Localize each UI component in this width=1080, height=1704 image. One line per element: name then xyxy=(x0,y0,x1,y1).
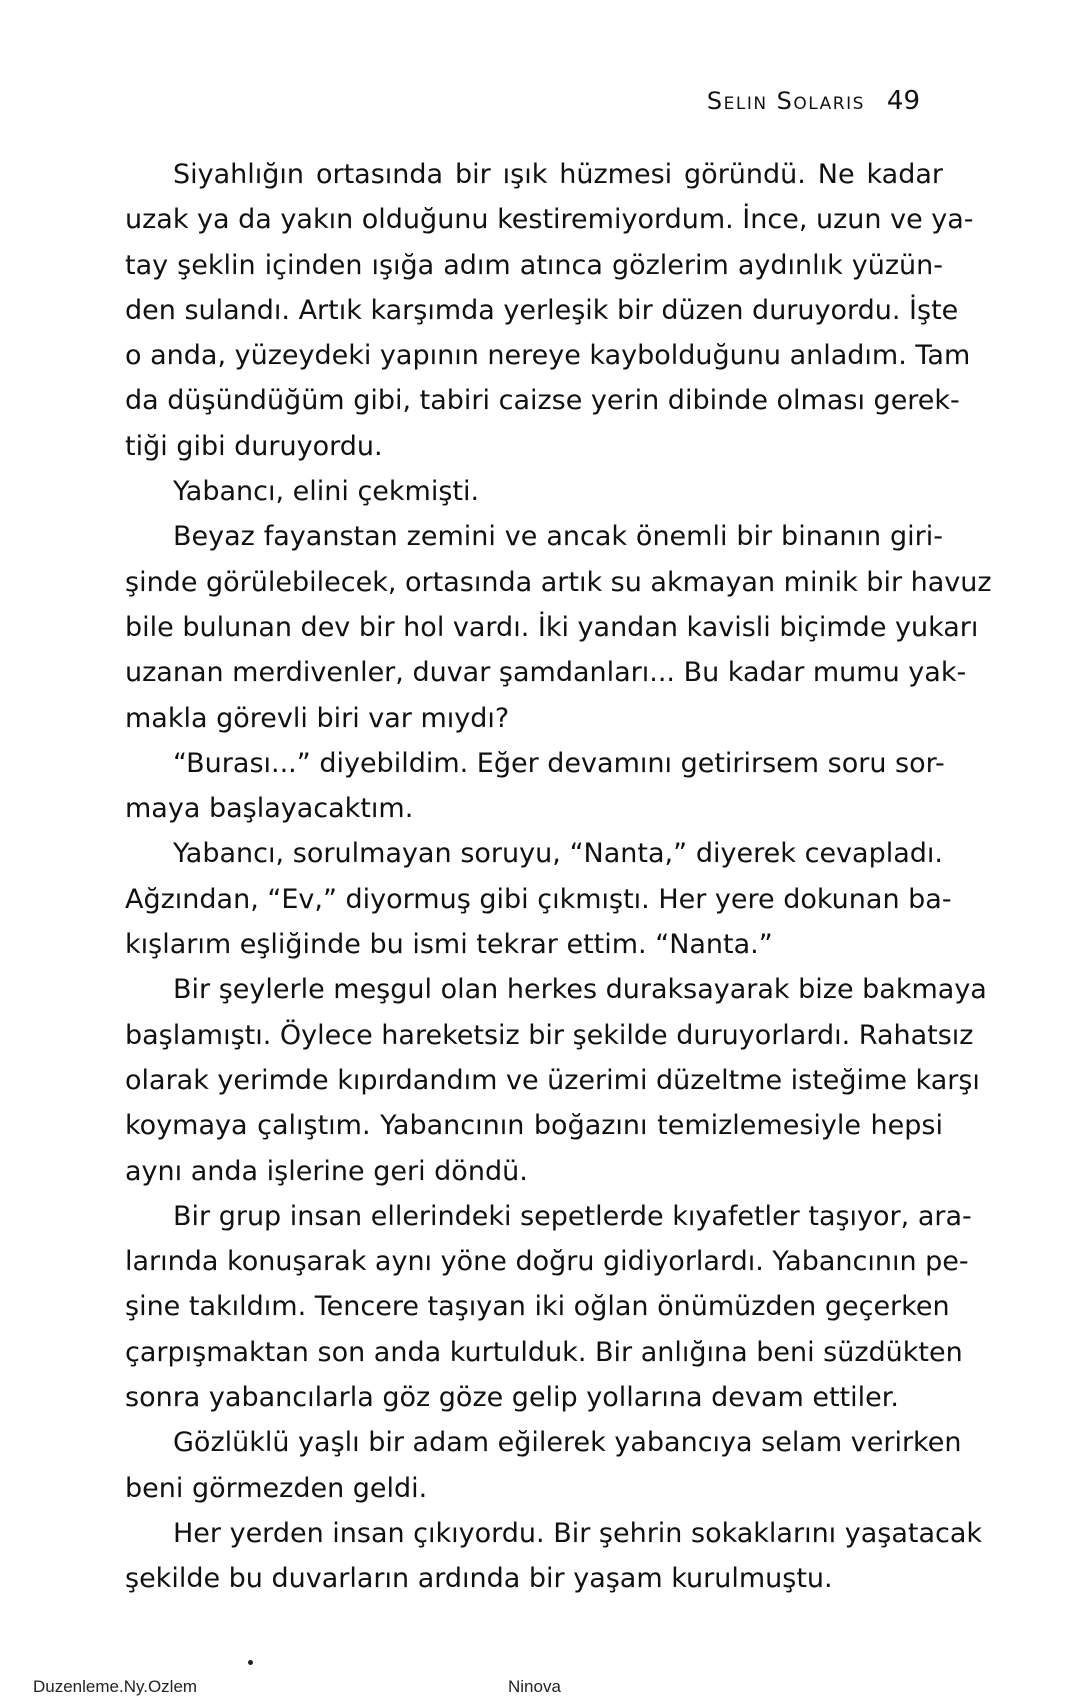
text-line: kışlarım eşliğinde bu ismi tekrar ettim. “Nanta.” xyxy=(125,929,773,961)
text-line: den sulandı. Artık karşımda yerleşik bir düzen duruyordu. İşte xyxy=(125,294,959,326)
text-line: Ağzından, “Ev,” diyormuş gibi çıkmıştı. Her yere dokunan ba- xyxy=(125,883,952,915)
footer-credit: Duzenleme.Ny.Ozlem xyxy=(33,1677,198,1696)
body-text xyxy=(125,152,992,1602)
text-line: Siyahlığın ortasında bir ışık hüzmesi göründü. Ne kadar xyxy=(173,159,943,190)
text-line: makla görevli biri var mıydı? xyxy=(125,702,510,734)
stray-dot xyxy=(248,1660,253,1665)
text-line: sonra yabancılarla göz göze gelip yollarına devam ettiler. xyxy=(125,1382,899,1414)
text-line: tiği gibi duruyordu. xyxy=(125,430,383,462)
text-line: Bir şeylerle meşgul olan herkes duraksayarak bize bakmaya xyxy=(173,974,987,1006)
text-line: Yabancı, elini çekmişti. xyxy=(173,476,480,508)
text-line: beni görmezden geldi. xyxy=(125,1472,428,1504)
text-line: Yabancı, sorulmayan soruyu, “Nanta,” diyerek cevapladı. xyxy=(173,838,943,870)
text-line: şine takıldım. Tencere taşıyan iki oğlan önümüzden geçerken xyxy=(125,1291,950,1323)
text-line: Gözlüklü yaşlı bir adam eğilerek yabancıya selam verirken xyxy=(173,1427,962,1459)
text-line: Bir grup insan ellerindeki sepetlerde kıyafetler taşıyor, ara- xyxy=(173,1200,972,1232)
text-line: başlamıştı. Öylece hareketsiz bir şekilde duruyorlardı. Rahatsız xyxy=(125,1019,974,1051)
text-line: uzak ya da yakın olduğunu kestiremiyordum. İnce, uzun ve ya- xyxy=(125,204,974,236)
text-line: şinde görülebilecek, ortasında artık su akmayan minik bir havuz xyxy=(125,566,992,598)
text-line: da düşündüğüm gibi, tabiri caizse yerin dibinde olması gerek- xyxy=(125,385,960,417)
text-line: tay şeklin içinden ışığa adım atınca gözlerim aydınlık yüzün- xyxy=(125,249,943,281)
text-line: uzanan merdivenler, duvar şamdanları... Bu kadar mumu yak- xyxy=(125,657,967,689)
footer-publisher: Ninova xyxy=(508,1677,561,1696)
text-line: maya başlayacaktım. xyxy=(125,793,414,825)
text-line: bile bulunan dev bir hol vardı. İki yandan kavisli biçimde yukarı xyxy=(125,611,979,643)
text-line: koymaya çalıştım. Yabancının boğazını temizlemesiyle hepsi xyxy=(125,1110,943,1142)
text-line: Her yerden insan çıkıyordu. Bir şehrin sokaklarını yaşatacak xyxy=(173,1517,983,1549)
text-line: şekilde bu duvarların ardında bir yaşam kurulmuştu. xyxy=(125,1563,833,1595)
text-line: Beyaz fayanstan zemini ve ancak önemli bir binanın giri- xyxy=(173,521,943,553)
text-line: çarpışmaktan son anda kurtulduk. Bir anlığına beni süzdükten xyxy=(125,1336,963,1368)
running-header xyxy=(707,86,920,116)
text-line: “Burası...” diyebildim. Eğer devamını getirirsem soru sor- xyxy=(173,747,945,779)
text-line: o anda, yüzeydeki yapının nereye kaybolduğunu anladım. Tam xyxy=(125,340,971,372)
page-number: 49 xyxy=(886,86,920,116)
text-line: olarak yerimde kıpırdandım ve üzerimi düzeltme isteğime karşı xyxy=(125,1064,980,1096)
running-title: Selin Solaris xyxy=(706,87,865,115)
text-line: larında konuşarak aynı yöne doğru gidiyorlardı. Yabancının pe- xyxy=(125,1246,969,1278)
text-line: aynı anda işlerine geri döndü. xyxy=(125,1155,528,1187)
